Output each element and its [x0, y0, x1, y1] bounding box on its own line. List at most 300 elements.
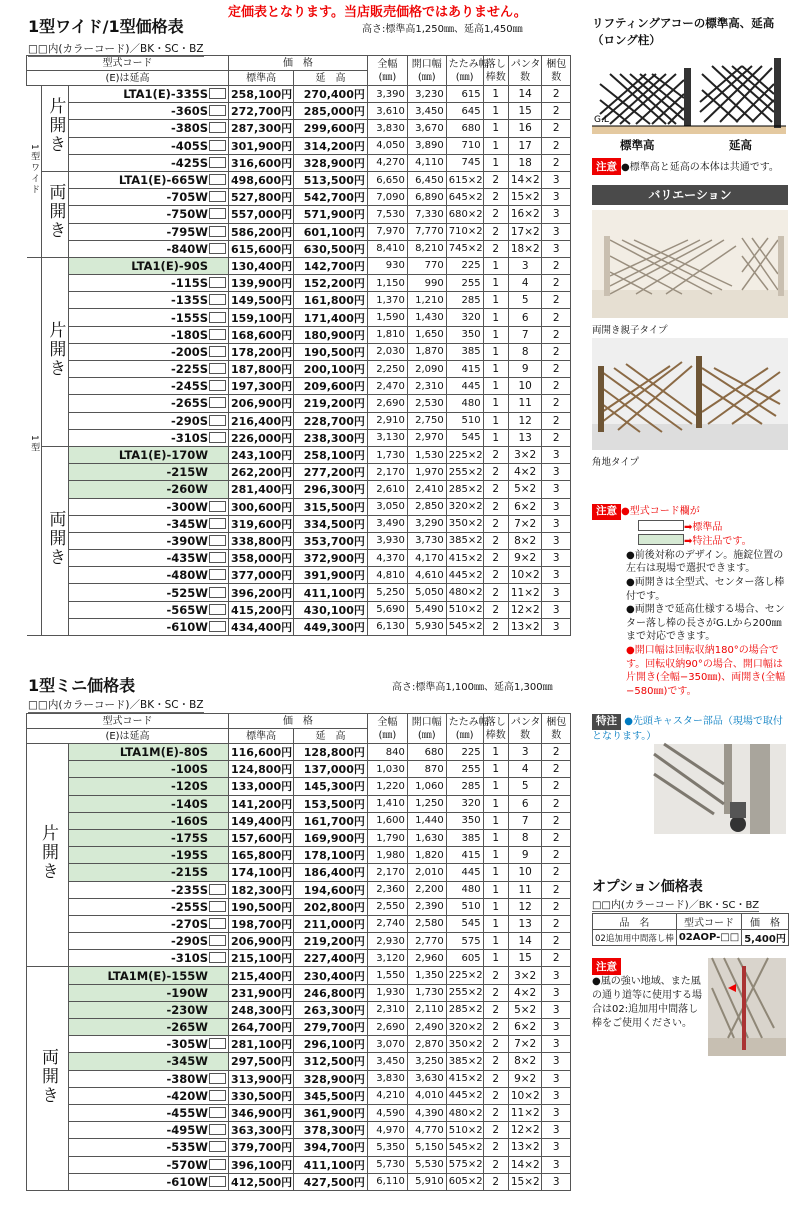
- width-total: 3,130: [367, 429, 407, 446]
- width-total: 6,650: [367, 171, 407, 188]
- price-ext: 142,700円: [294, 257, 368, 274]
- width-fold: 510: [446, 898, 483, 915]
- model-code: LTA1M(E)-155W: [69, 967, 229, 984]
- table-row: [27, 1053, 571, 1070]
- group-label: 両開き: [38, 1047, 59, 1105]
- panta-count: 7: [508, 812, 542, 829]
- width-total: 2,550: [367, 898, 407, 915]
- pack-count: 2: [542, 412, 571, 429]
- rod-count: 1: [483, 847, 508, 864]
- legend-custom: ➡特注品: [684, 536, 723, 548]
- width-total: 5,250: [367, 584, 407, 601]
- price-ext: 200,100円: [294, 361, 368, 378]
- model-code: -180S: [69, 326, 229, 343]
- panta-count: 5: [508, 778, 542, 795]
- width-total: 4,810: [367, 567, 407, 584]
- color-code-2: □□内(カラーコード)／BK・SC・BZ: [28, 699, 204, 711]
- panta-count: 3: [508, 744, 542, 761]
- h-ext: 延 高: [294, 71, 368, 86]
- width-total: 3,830: [367, 1070, 407, 1087]
- width-open: 2,310: [407, 378, 446, 395]
- rod-count: 2: [483, 967, 508, 984]
- pack-count: 2: [542, 103, 571, 120]
- price-ext: 209,600円: [294, 378, 368, 395]
- pack-count: 2: [542, 275, 571, 292]
- table-row: [27, 1019, 571, 1036]
- model-code: -265W: [69, 1019, 229, 1036]
- price-ext: 128,800円: [294, 744, 368, 761]
- width-fold: 255×2: [446, 984, 483, 1001]
- width-total: 3,120: [367, 950, 407, 967]
- price-ext: 299,600円: [294, 120, 368, 137]
- model-code: -840W: [69, 240, 229, 257]
- price-std: 124,800円: [229, 761, 294, 778]
- width-total: 4,370: [367, 550, 407, 567]
- pack-count: 3: [542, 206, 571, 223]
- price-ext: 186,400円: [294, 864, 368, 881]
- model-code: -290S: [69, 933, 229, 950]
- model-code: -750W: [69, 206, 229, 223]
- pack-count: 3: [542, 984, 571, 1001]
- model-code: -535W: [69, 1139, 229, 1156]
- width-total: 3,490: [367, 515, 407, 532]
- price-std: 301,900円: [229, 137, 294, 154]
- rod-count: 2: [483, 189, 508, 206]
- price-std: 358,000円: [229, 550, 294, 567]
- price-notice: 定価表となります。当店販売価格ではありません。: [228, 5, 527, 20]
- width-fold: 510×2: [446, 1122, 483, 1139]
- width-total: 2,610: [367, 481, 407, 498]
- price-std: 281,400円: [229, 481, 294, 498]
- price-ext: 430,100円: [294, 601, 368, 618]
- table-row: [27, 275, 571, 292]
- table-row: [27, 223, 571, 240]
- width-fold: 745×2: [446, 240, 483, 257]
- table-row: [27, 326, 571, 343]
- model-code: LTA1(E)-90S: [69, 257, 229, 274]
- color-box: [209, 621, 226, 632]
- width-fold: 480: [446, 881, 483, 898]
- model-code: -215W: [69, 464, 229, 481]
- width-open: 2,850: [407, 498, 446, 515]
- color-box: [209, 935, 226, 946]
- rod-count: 2: [483, 550, 508, 567]
- rod-count: 2: [483, 171, 508, 188]
- model-code: LTA1(E)-335S: [69, 86, 229, 103]
- panta-count: 14×2: [508, 171, 542, 188]
- table-row: [27, 778, 571, 795]
- width-fold: 385×2: [446, 532, 483, 549]
- panta-count: 5: [508, 292, 542, 309]
- group-label: 1型ワイド: [29, 143, 40, 196]
- width-total: 1,600: [367, 812, 407, 829]
- section-sub-1: 高さ:標準高1,250㎜、延高1,450㎜: [362, 24, 523, 35]
- opt-h-name: 品 名: [593, 914, 677, 930]
- price-ext: 194,600円: [294, 881, 368, 898]
- rod-count: 1: [483, 795, 508, 812]
- model-code: -255S: [69, 898, 229, 915]
- width-open: 2,530: [407, 395, 446, 412]
- rod-count: 2: [483, 223, 508, 240]
- table-row: [27, 864, 571, 881]
- width-fold: 575: [446, 933, 483, 950]
- width-fold: 255×2: [446, 464, 483, 481]
- width-open: 2,090: [407, 361, 446, 378]
- width-fold: 615×2: [446, 171, 483, 188]
- width-total: 2,170: [367, 464, 407, 481]
- std-label: 標準高: [620, 138, 655, 152]
- width-total: 2,470: [367, 378, 407, 395]
- width-open: 2,010: [407, 864, 446, 881]
- width-open: 1,970: [407, 464, 446, 481]
- note-2-lead: ●型式コード欄が: [621, 506, 700, 517]
- pack-count: 2: [542, 86, 571, 103]
- model-code: -245S: [69, 378, 229, 395]
- color-box: [209, 569, 226, 580]
- panta-count: 17: [508, 137, 542, 154]
- model-code: -100S: [69, 761, 229, 778]
- price-ext: 171,400円: [294, 309, 368, 326]
- gl-label: G.L: [594, 115, 609, 125]
- group-label: 片開き: [38, 824, 59, 882]
- panta-count: 8×2: [508, 1053, 542, 1070]
- group-one: [27, 257, 42, 635]
- model-code: -610W: [69, 1173, 229, 1190]
- panta-count: 14: [508, 933, 542, 950]
- model-code: -290S: [69, 412, 229, 429]
- price-std: 379,700円: [229, 1139, 294, 1156]
- width-open: 4,170: [407, 550, 446, 567]
- width-fold: 575×2: [446, 1156, 483, 1173]
- width-fold: 285: [446, 778, 483, 795]
- pole-photo: [708, 958, 786, 1056]
- width-open: 4,110: [407, 154, 446, 171]
- price-std: 231,900円: [229, 984, 294, 1001]
- pack-count: 2: [542, 137, 571, 154]
- panta-count: 3×2: [508, 967, 542, 984]
- note-2-item: ●前後対称のデザイン。施錠位置の左右は現場で選択できます。: [626, 549, 784, 575]
- panta-count: 6: [508, 309, 542, 326]
- panta-count: 13×2: [508, 618, 542, 635]
- table-row: [27, 240, 571, 257]
- panta-count: 15×2: [508, 1173, 542, 1190]
- width-open: 1,210: [407, 292, 446, 309]
- pack-count: 2: [542, 795, 571, 812]
- pack-count: 3: [542, 464, 571, 481]
- width-total: 3,450: [367, 1053, 407, 1070]
- width-fold: 710: [446, 137, 483, 154]
- model-code: -225S: [69, 361, 229, 378]
- group-wide: [27, 86, 42, 258]
- rod-count: 1: [483, 361, 508, 378]
- pack-count: 2: [542, 343, 571, 360]
- panta-count: 11×2: [508, 1104, 542, 1121]
- width-open: 5,910: [407, 1173, 446, 1190]
- model-code: LTA1M(E)-80S: [69, 744, 229, 761]
- width-open: 3,670: [407, 120, 446, 137]
- price-std: 527,800円: [229, 189, 294, 206]
- table-row: [27, 309, 571, 326]
- rod-count: 1: [483, 120, 508, 137]
- pack-count: 2: [542, 429, 571, 446]
- table-row: [27, 1001, 571, 1018]
- price-ext: 571,900円: [294, 206, 368, 223]
- width-open: 8,210: [407, 240, 446, 257]
- table-row: [27, 412, 571, 429]
- tokki-tag: 特注: [592, 714, 621, 730]
- width-fold: 745: [446, 154, 483, 171]
- width-total: 2,030: [367, 343, 407, 360]
- width-fold: 510×2: [446, 601, 483, 618]
- pack-count: 2: [542, 829, 571, 846]
- width-total: 1,590: [367, 309, 407, 326]
- rod-count: 1: [483, 326, 508, 343]
- panta-count: 5×2: [508, 481, 542, 498]
- price-ext: 145,300円: [294, 778, 368, 795]
- width-total: 2,360: [367, 881, 407, 898]
- price-std: 190,500円: [229, 898, 294, 915]
- rod-count: 1: [483, 309, 508, 326]
- width-fold: 415×2: [446, 550, 483, 567]
- rod-count: 1: [483, 864, 508, 881]
- rod-count: 1: [483, 778, 508, 795]
- pack-count: 2: [542, 950, 571, 967]
- price-ext: 328,900円: [294, 154, 368, 171]
- table-row: [27, 137, 571, 154]
- width-total: 2,170: [367, 864, 407, 881]
- model-code: -215S: [69, 864, 229, 881]
- width-total: 5,350: [367, 1139, 407, 1156]
- rod-count: 2: [483, 446, 508, 463]
- width-open: 1,820: [407, 847, 446, 864]
- price-std: 264,700円: [229, 1019, 294, 1036]
- width-open: 5,530: [407, 1156, 446, 1173]
- model-code: -360S: [69, 103, 229, 120]
- color-box: [209, 174, 226, 185]
- price-std: 165,800円: [229, 847, 294, 864]
- option-color: □□内(カラーコード)／BK・SC・BZ: [592, 896, 759, 912]
- rod-count: 2: [483, 1001, 508, 1018]
- width-open: 4,390: [407, 1104, 446, 1121]
- pack-count: 2: [542, 761, 571, 778]
- price-std: 396,100円: [229, 1156, 294, 1173]
- price-ext: 211,000円: [294, 915, 368, 932]
- pack-count: 2: [542, 812, 571, 829]
- h-std: 標準高: [229, 71, 294, 86]
- width-fold: 255: [446, 275, 483, 292]
- price-ext: 353,700円: [294, 532, 368, 549]
- width-open: 4,610: [407, 567, 446, 584]
- price-ext: 394,700円: [294, 1139, 368, 1156]
- h-w1: 全幅 (㎜): [367, 714, 407, 744]
- pack-count: 3: [542, 446, 571, 463]
- color-box: [209, 901, 226, 912]
- note-1: [592, 158, 779, 175]
- model-code: -235S: [69, 881, 229, 898]
- price-std: 586,200円: [229, 223, 294, 240]
- model-code: -140S: [69, 795, 229, 812]
- legend-std-swatch: [638, 520, 684, 531]
- chui-tag-1: 注意: [592, 158, 621, 175]
- color-box: [209, 294, 226, 305]
- price-ext: 228,700円: [294, 412, 368, 429]
- rod-count: 2: [483, 532, 508, 549]
- price-ext: 285,000円: [294, 103, 368, 120]
- price-ext: 513,500円: [294, 171, 368, 188]
- table-row: [27, 1104, 571, 1121]
- width-fold: 480: [446, 395, 483, 412]
- rod-count: 1: [483, 950, 508, 967]
- width-open: 1,440: [407, 812, 446, 829]
- pack-count: 2: [542, 378, 571, 395]
- table-row: [27, 292, 571, 309]
- price-ext: 345,500円: [294, 1087, 368, 1104]
- width-fold: 545×2: [446, 1139, 483, 1156]
- panta-count: 11×2: [508, 584, 542, 601]
- price-std: 168,600円: [229, 326, 294, 343]
- table-row: [27, 189, 571, 206]
- width-total: 1,930: [367, 984, 407, 1001]
- table-row: [27, 498, 571, 515]
- pack-count: 3: [542, 601, 571, 618]
- rod-count: 2: [483, 1087, 508, 1104]
- color-box: [209, 1176, 226, 1187]
- panta-count: 5×2: [508, 1001, 542, 1018]
- rod-count: 1: [483, 915, 508, 932]
- panta-count: 10×2: [508, 1087, 542, 1104]
- width-total: 7,970: [367, 223, 407, 240]
- pack-count: 3: [542, 1139, 571, 1156]
- panta-count: 15: [508, 950, 542, 967]
- pack-count: 2: [542, 292, 571, 309]
- width-fold: 320: [446, 795, 483, 812]
- rod-count: 1: [483, 292, 508, 309]
- price-std: 133,000円: [229, 778, 294, 795]
- section-title-2: 1型ミニ価格表: [28, 676, 136, 695]
- price-std: 178,200円: [229, 343, 294, 360]
- section-title-1: 1型ワイド/1型価格表: [28, 17, 184, 36]
- price-std: 174,100円: [229, 864, 294, 881]
- price-std: 206,900円: [229, 395, 294, 412]
- width-open: 1,350: [407, 967, 446, 984]
- width-open: 7,330: [407, 206, 446, 223]
- color-box: [209, 501, 226, 512]
- width-total: 3,610: [367, 103, 407, 120]
- width-total: 3,070: [367, 1036, 407, 1053]
- width-total: 1,220: [367, 778, 407, 795]
- model-code: -260W: [69, 481, 229, 498]
- pack-count: 3: [542, 189, 571, 206]
- price-ext: 238,300円: [294, 429, 368, 446]
- price-std: 498,600円: [229, 171, 294, 188]
- price-ext: 427,500円: [294, 1173, 368, 1190]
- width-open: 680: [407, 744, 446, 761]
- h-rod: 落し 棒数: [483, 56, 508, 86]
- width-fold: 385×2: [446, 1053, 483, 1070]
- rod-count: 2: [483, 584, 508, 601]
- table-row: [27, 120, 571, 137]
- rod-count: 1: [483, 257, 508, 274]
- panta-count: 8×2: [508, 532, 542, 549]
- panta-count: 16×2: [508, 206, 542, 223]
- pack-count: 2: [542, 847, 571, 864]
- width-total: 3,050: [367, 498, 407, 515]
- panta-count: 17×2: [508, 223, 542, 240]
- table-row: [27, 915, 571, 932]
- price-std: 182,300円: [229, 881, 294, 898]
- group-kata: [27, 744, 69, 967]
- h-w3: たたみ幅 (㎜): [446, 56, 483, 86]
- width-total: 2,930: [367, 933, 407, 950]
- price-ext: 328,900円: [294, 1070, 368, 1087]
- rod-count: 2: [483, 515, 508, 532]
- width-open: 1,630: [407, 829, 446, 846]
- width-fold: 615: [446, 86, 483, 103]
- price-ext: 361,900円: [294, 1104, 368, 1121]
- rod-count: 2: [483, 618, 508, 635]
- width-fold: 285×2: [446, 481, 483, 498]
- table-row: [27, 829, 571, 846]
- model-code: -795W: [69, 223, 229, 240]
- panta-count: 13×2: [508, 1139, 542, 1156]
- price-std: 297,500円: [229, 1053, 294, 1070]
- rod-count: 1: [483, 744, 508, 761]
- h-e: (E)は延高: [27, 71, 229, 86]
- opt-price: 5,400円: [742, 930, 789, 946]
- width-fold: 445: [446, 864, 483, 881]
- rod-count: 1: [483, 761, 508, 778]
- h-e: (E)は延高: [27, 729, 229, 744]
- panta-count: 6×2: [508, 1019, 542, 1036]
- model-code: LTA1(E)-170W: [69, 446, 229, 463]
- color-box: [209, 1073, 226, 1084]
- rod-count: 1: [483, 275, 508, 292]
- table-row: [27, 1156, 571, 1173]
- width-fold: 605×2: [446, 1173, 483, 1190]
- panta-count: 7×2: [508, 1036, 542, 1053]
- note-1-text: ●標準高と延高の本体は共通です。: [621, 162, 779, 173]
- color-box: [209, 884, 226, 895]
- panta-count: 6×2: [508, 498, 542, 515]
- price-std: 615,600円: [229, 240, 294, 257]
- rod-count: 1: [483, 881, 508, 898]
- pack-count: 2: [542, 778, 571, 795]
- color-box: [209, 1090, 226, 1101]
- price-std: 226,000円: [229, 429, 294, 446]
- model-code: -310S: [69, 429, 229, 446]
- width-total: 6,130: [367, 618, 407, 635]
- table-row: [27, 257, 571, 274]
- panta-count: 3: [508, 257, 542, 274]
- pack-count: 3: [542, 967, 571, 984]
- gate-height-illustration: [592, 54, 786, 150]
- color-box: [209, 191, 226, 202]
- price-std: 313,900円: [229, 1070, 294, 1087]
- model-code: -305W: [69, 1036, 229, 1053]
- price-std: 272,700円: [229, 103, 294, 120]
- side-top-title: リフティングアコーの標準高、延高（ロング柱）: [592, 16, 775, 47]
- pack-count: 2: [542, 326, 571, 343]
- panta-count: 4: [508, 275, 542, 292]
- width-open: 2,580: [407, 915, 446, 932]
- table-row: [27, 881, 571, 898]
- width-fold: 605: [446, 950, 483, 967]
- price-std: 206,900円: [229, 933, 294, 950]
- pack-count: 3: [542, 498, 571, 515]
- model-code: -345W: [69, 1053, 229, 1070]
- model-code: -455W: [69, 1104, 229, 1121]
- price-ext: 314,200円: [294, 137, 368, 154]
